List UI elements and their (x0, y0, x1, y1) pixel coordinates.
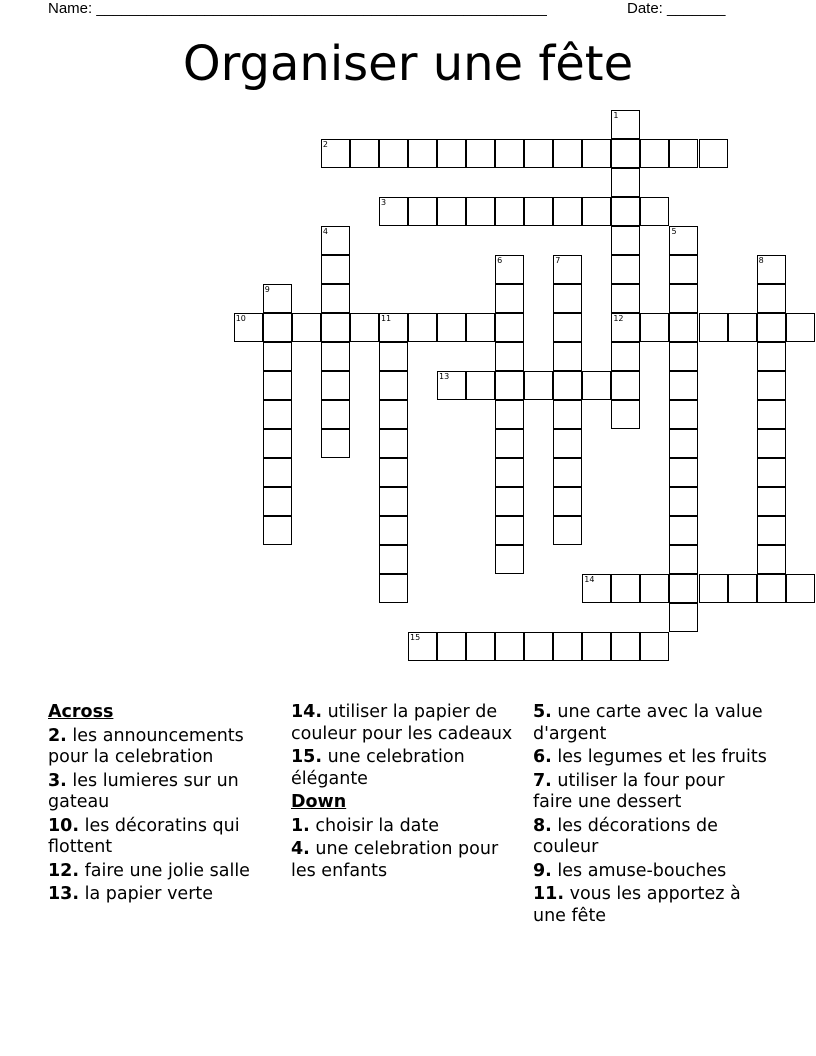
grid-cell[interactable] (757, 458, 786, 487)
clue-across-15: 15. une celebration élégante (291, 747, 465, 789)
cell-number: 2 (322, 139, 328, 149)
grid-cell[interactable] (263, 458, 292, 487)
grid-cell[interactable] (669, 400, 698, 429)
grid-cell[interactable] (263, 429, 292, 458)
grid-cell[interactable] (640, 139, 669, 168)
cell-number: 8 (758, 255, 764, 265)
grid-cell[interactable] (582, 574, 611, 603)
grid-cell[interactable] (611, 313, 640, 342)
clue-across-14: 14. utiliser la papier de couleur pour les cadeaux (291, 702, 513, 744)
clue-down-7: 7. utiliser la four pour faire une dessert (533, 770, 725, 812)
grid-cell[interactable] (524, 139, 553, 168)
grid-cell[interactable] (757, 487, 786, 516)
grid-cell[interactable] (611, 197, 640, 226)
grid-cell[interactable] (669, 574, 698, 603)
grid-cell[interactable] (263, 371, 292, 400)
grid-cell[interactable] (611, 342, 640, 371)
grid-cell[interactable] (379, 516, 408, 545)
grid-cell[interactable] (437, 313, 466, 342)
grid-cell[interactable] (437, 197, 466, 226)
grid-cell[interactable] (466, 139, 495, 168)
grid-cell[interactable] (757, 574, 786, 603)
clue-down-8: 8. les décorations de couleur (533, 815, 718, 857)
grid-cell[interactable] (495, 255, 524, 284)
grid-cell[interactable] (263, 284, 292, 313)
grid-cell[interactable] (553, 371, 582, 400)
grid-cell[interactable] (321, 342, 350, 371)
grid-cell[interactable] (379, 429, 408, 458)
grid-cell[interactable] (669, 226, 698, 255)
grid-cell[interactable] (495, 313, 524, 342)
grid-cell[interactable] (495, 371, 524, 400)
cell-number: 1 (613, 110, 619, 120)
clue-across-2: 2. les announcements pour la celebration (48, 725, 244, 767)
cell-number: 15 (410, 633, 421, 643)
grid-cell[interactable] (611, 226, 640, 255)
grid-cell[interactable] (263, 516, 292, 545)
grid-cell[interactable] (757, 429, 786, 458)
grid-cell[interactable] (553, 487, 582, 516)
grid-cell[interactable] (611, 371, 640, 400)
grid-cell[interactable] (350, 139, 379, 168)
grid-cell[interactable] (640, 313, 669, 342)
grid-cell[interactable] (728, 313, 757, 342)
grid-cell[interactable] (495, 632, 524, 661)
grid-cell[interactable] (728, 574, 757, 603)
grid-cell[interactable] (524, 371, 553, 400)
cell-number: 3 (380, 197, 387, 207)
grid-cell[interactable] (408, 197, 437, 226)
grid-cell[interactable] (757, 255, 786, 284)
grid-cell[interactable] (786, 313, 815, 342)
grid-cell[interactable] (669, 371, 698, 400)
grid-cell[interactable] (786, 574, 815, 603)
grid-cell[interactable] (379, 458, 408, 487)
grid-cell[interactable] (553, 516, 582, 545)
grid-cell[interactable] (408, 632, 437, 661)
grid-cell[interactable] (669, 313, 698, 342)
grid-cell[interactable] (669, 545, 698, 574)
grid-cell[interactable] (611, 255, 640, 284)
grid-cell[interactable] (495, 139, 524, 168)
grid-cell[interactable] (757, 516, 786, 545)
name-label: Name: (48, 0, 97, 17)
clues-column-2 (291, 702, 527, 884)
grid-cell[interactable] (669, 429, 698, 458)
grid-cell[interactable] (495, 458, 524, 487)
clue-down-4: 4. une celebration pour les enfants (291, 839, 499, 881)
clue-down-6: 6. les legumes et les fruits (533, 747, 767, 767)
grid-cell[interactable] (379, 574, 408, 603)
grid-cell[interactable] (379, 371, 408, 400)
grid-cell[interactable] (321, 284, 350, 313)
grid-cell[interactable] (379, 197, 408, 226)
grid-cell[interactable] (408, 313, 437, 342)
grid-cell[interactable] (321, 313, 350, 342)
grid-cell[interactable] (379, 342, 408, 371)
grid-cell[interactable] (553, 400, 582, 429)
cell-number: 14 (584, 575, 595, 585)
grid-cell[interactable] (321, 371, 350, 400)
grid-cell[interactable] (669, 516, 698, 545)
cell-number: 13 (439, 371, 450, 381)
grid-cell[interactable] (582, 371, 611, 400)
grid-cell[interactable] (611, 574, 640, 603)
grid-cell[interactable] (553, 632, 582, 661)
grid-cell[interactable] (321, 139, 350, 168)
across-heading: Across (48, 702, 114, 722)
grid-cell[interactable] (321, 226, 350, 255)
grid-cell[interactable] (524, 632, 553, 661)
grid-cell[interactable] (553, 429, 582, 458)
grid-cell[interactable] (263, 342, 292, 371)
grid-cell[interactable] (757, 371, 786, 400)
grid-cell[interactable] (234, 313, 263, 342)
cell-number: 6 (497, 255, 503, 265)
grid-cell[interactable] (553, 458, 582, 487)
grid-cell[interactable] (640, 632, 669, 661)
grid-cell[interactable] (611, 110, 640, 139)
grid-cell[interactable] (553, 313, 582, 342)
grid-cell[interactable] (379, 400, 408, 429)
grid-cell[interactable] (263, 400, 292, 429)
grid-cell[interactable] (611, 632, 640, 661)
grid-cell[interactable] (495, 516, 524, 545)
grid-cell[interactable] (495, 545, 524, 574)
grid-cell[interactable] (321, 255, 350, 284)
grid-cell[interactable] (582, 632, 611, 661)
date-label: Date: (627, 0, 668, 17)
grid-cell[interactable] (611, 139, 640, 168)
grid-cell[interactable] (757, 313, 786, 342)
page-title: Organiser une fête (182, 36, 634, 92)
grid-cell[interactable] (699, 313, 728, 342)
grid-cell[interactable] (553, 197, 582, 226)
grid-cell[interactable] (553, 139, 582, 168)
grid-cell[interactable] (466, 197, 495, 226)
grid-cell[interactable] (379, 139, 408, 168)
clue-across-3: 3. les lumieres sur un gateau (48, 770, 239, 812)
grid-cell[interactable] (757, 284, 786, 313)
grid-cell[interactable] (495, 342, 524, 371)
cell-number: 12 (613, 313, 624, 323)
clue-down-9: 9. les amuse-bouches (533, 860, 727, 881)
cell-number: 5 (671, 226, 677, 236)
down-heading: Down (291, 792, 347, 812)
clue-across-13: 13. la papier verte (48, 884, 214, 904)
grid-cell[interactable] (669, 284, 698, 313)
grid-cell[interactable] (466, 313, 495, 342)
grid-cell[interactable] (524, 197, 553, 226)
grid-cell[interactable] (669, 458, 698, 487)
grid-cell[interactable] (757, 545, 786, 574)
grid-cell[interactable] (379, 545, 408, 574)
grid-cell[interactable] (466, 632, 495, 661)
cell-number: 11 (380, 313, 392, 323)
grid-cell[interactable] (495, 487, 524, 516)
grid-cell[interactable] (495, 400, 524, 429)
grid-cell[interactable] (757, 342, 786, 371)
cell-number: 10 (235, 313, 246, 323)
grid-cell[interactable] (640, 197, 669, 226)
grid-cell[interactable] (495, 197, 524, 226)
grid-cell[interactable] (379, 313, 408, 342)
date-blank: _______ (667, 0, 726, 17)
grid-cell[interactable] (379, 487, 408, 516)
grid-cell[interactable] (669, 255, 698, 284)
clues-column-3 (533, 702, 769, 929)
grid-cell[interactable] (321, 400, 350, 429)
grid-cell[interactable] (350, 313, 379, 342)
grid-cell[interactable] (669, 487, 698, 516)
grid-cell[interactable] (669, 342, 698, 371)
grid-cell[interactable] (495, 284, 524, 313)
grid-cell[interactable] (699, 574, 728, 603)
cell-number: 7 (555, 255, 561, 265)
grid-cell[interactable] (757, 400, 786, 429)
grid-cell[interactable] (321, 429, 350, 458)
grid-cell[interactable] (263, 313, 292, 342)
grid-cell[interactable] (669, 603, 698, 632)
grid-cell[interactable] (640, 574, 669, 603)
grid-cell[interactable] (495, 429, 524, 458)
grid-cell[interactable] (699, 139, 728, 168)
clue-down-11: 11. vous les apportez à une fête (533, 884, 741, 926)
clue-down-5: 5. une carte avec la value d'argent (533, 702, 763, 744)
grid-cell[interactable] (437, 139, 466, 168)
grid-cell[interactable] (669, 139, 698, 168)
grid-cell[interactable] (553, 255, 582, 284)
grid-cell[interactable] (611, 284, 640, 313)
grid-cell[interactable] (553, 342, 582, 371)
grid-cell[interactable] (437, 371, 466, 400)
clue-down-1: 1. choisir la date (291, 815, 440, 836)
grid-cell[interactable] (408, 139, 437, 168)
grid-cell[interactable] (553, 284, 582, 313)
grid-cell[interactable] (611, 400, 640, 429)
grid-cell[interactable] (611, 168, 640, 197)
clues-column-1 (48, 702, 284, 908)
grid-cell[interactable] (292, 313, 321, 342)
grid-cell[interactable] (582, 197, 611, 226)
grid-cell[interactable] (466, 371, 495, 400)
grid-cell[interactable] (263, 487, 292, 516)
grid-cell[interactable] (582, 139, 611, 168)
clue-across-10: 10. les décoratins qui flottent (48, 815, 240, 857)
clue-across-12: 12. faire une jolie salle (48, 860, 250, 881)
name-blank: ______________________________________________________ (96, 0, 547, 17)
cell-number: 9 (264, 284, 270, 294)
grid-cell[interactable] (437, 632, 466, 661)
cell-number: 4 (322, 226, 328, 236)
